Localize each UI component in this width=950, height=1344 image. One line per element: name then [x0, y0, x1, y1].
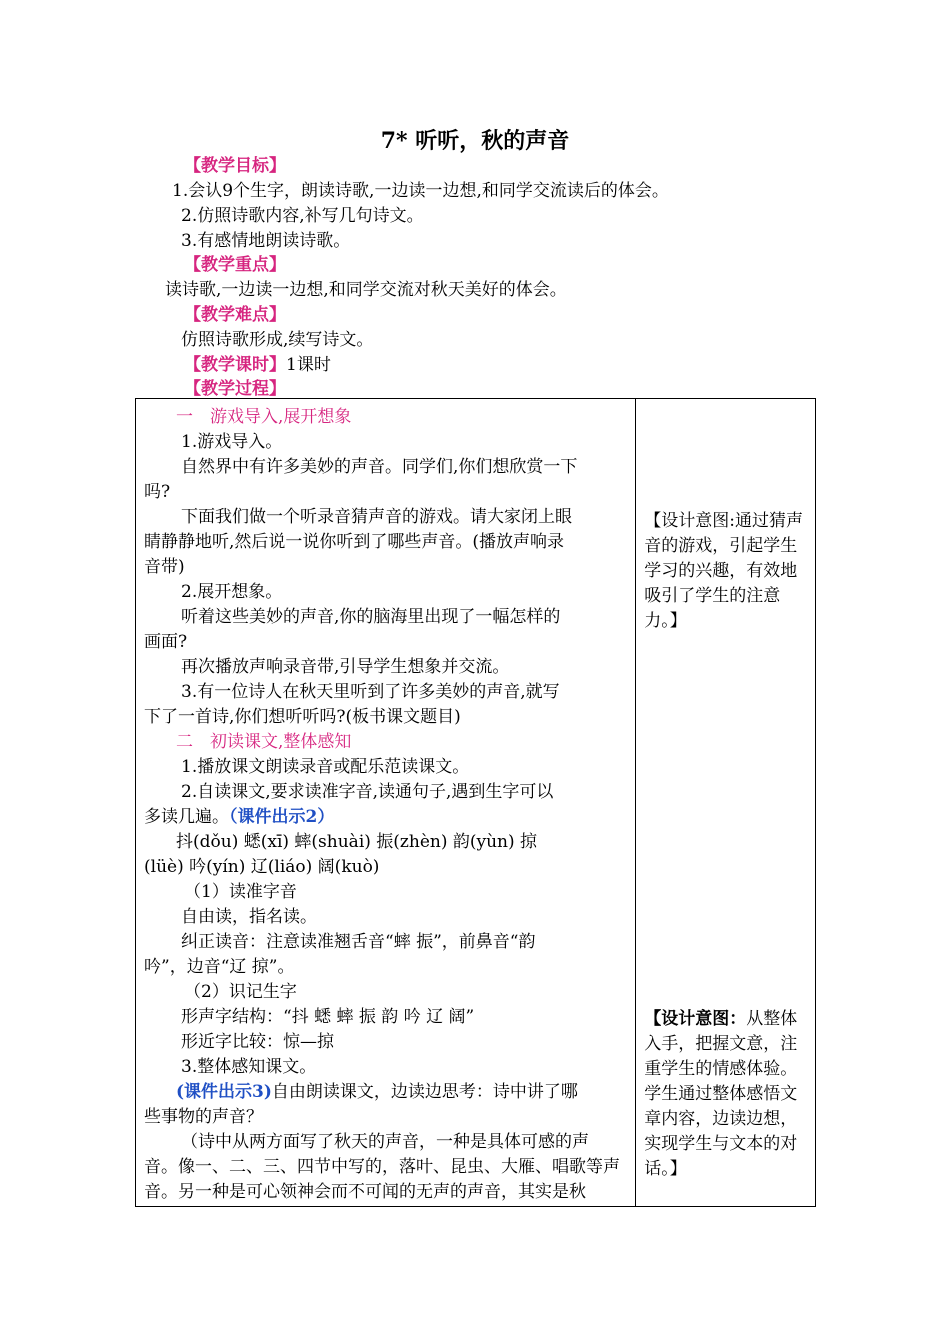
- design-note: [644, 1007, 810, 1182]
- text-line: 下面我们做一个听录音猜声音的游戏。请大家闭上眼: [181, 507, 572, 527]
- text-line: [144, 802, 334, 827]
- pinyin-line: 抖(dǒu) 蟋(xī) 蟀(shuài) 振(zhèn) 韵(yùn) 掠: [176, 832, 538, 852]
- text-fragment: 自由朗读课文，边读边思考：诗中讲了哪: [271, 1082, 578, 1102]
- key-points-text: 读诗歌,一边读一边想,和同学交流对秋天美好的体会。: [165, 280, 567, 300]
- text-line: 形声字结构：“抖 蟋 蟀 振 韵 吟 辽 阔”: [181, 1007, 475, 1027]
- text-line: （2）识记生字: [184, 982, 297, 1002]
- text-line: 听着这些美妙的声音,你的脑海里出现了一幅怎样的: [181, 607, 561, 627]
- text-line: 1.游戏导入。: [181, 432, 283, 452]
- text-line: 音带): [144, 557, 185, 577]
- text-line: 吗?: [144, 482, 171, 502]
- text-line: 睛静静地听,然后说一说你听到了哪些声音。(播放声响录: [144, 532, 565, 552]
- hours-text: 1课时: [286, 355, 331, 375]
- process-table: [135, 398, 816, 1207]
- text-line: 自然界中有许多美妙的声音。同学们,你们想欣赏一下: [181, 457, 578, 477]
- courseware-ref: （课件出示2）: [229, 807, 335, 827]
- text-line: 3.有一位诗人在秋天里听到了许多美妙的声音,就写: [181, 682, 560, 702]
- courseware-ref: (课件出示3): [176, 1082, 272, 1102]
- text-line: 音。像一、二、三、四节中写的，落叶、昆虫、大雁、唱歌等声: [144, 1157, 620, 1177]
- text-line: 吟”，边音“辽 掠”。: [144, 957, 295, 977]
- design-note: [644, 509, 810, 634]
- text-line: 些事物的声音？: [144, 1107, 263, 1127]
- difficulties-text: 仿照诗歌形成,续写诗文。: [181, 330, 374, 350]
- difficulties-header: 【教学难点】: [184, 305, 286, 325]
- key-points-header: 【教学重点】: [184, 255, 286, 275]
- text-fragment: 多读几遍。: [144, 807, 229, 827]
- objective-item: 1.会认9个生字，朗读诗歌,一边读一边想,和同学交流读后的体会。: [172, 181, 669, 201]
- text-line: 下了一首诗,你们想听听吗?(板书课文题目): [144, 707, 461, 727]
- page-title: 7* 听听，秋的声音: [380, 128, 570, 154]
- objectives-header: 【教学目标】: [184, 156, 286, 176]
- design-note-text: 从整体入手，把握文意，注重学生的情感体验。学生通过整体感悟文章内容，边读边想，实现学生与文本的对话。】: [644, 1009, 798, 1179]
- text-line: 再次播放声响录音带,引导学生想象并交流。: [181, 657, 510, 677]
- text-line: 纠正读音：注意读准翘舌音“蟀 振”，前鼻音“韵: [181, 932, 536, 952]
- process-header: 【教学过程】: [184, 379, 286, 399]
- text-line: （诗中从两方面写了秋天的声音，一种是具体可感的声: [181, 1132, 589, 1152]
- design-note-label: 【设计意图：: [644, 1009, 747, 1029]
- text-line: 2.自读课文,要求读准字音,读通句子,遇到生字可以: [181, 782, 554, 802]
- text-line: 2.展开想象。: [181, 582, 283, 602]
- hours-header: 【教学课时】: [184, 355, 286, 375]
- objective-item: 3.有感情地朗读诗歌。: [181, 231, 351, 251]
- text-line: 3.整体感知课文。: [181, 1057, 317, 1077]
- text-line: 形近字比较：惊—掠: [181, 1032, 334, 1052]
- text-line: 音。另一种是可心领神会而不可闻的无声的声音，其实是秋: [144, 1182, 586, 1202]
- text-line: 1.播放课文朗读录音或配乐范读课文。: [181, 757, 470, 777]
- design-note-label: 【设计意图:: [644, 511, 735, 531]
- text-line: 自由读，指名读。: [181, 907, 317, 927]
- section-heading: 二 初读课文,整体感知: [176, 732, 352, 752]
- text-line: （1）读准字音: [184, 882, 297, 902]
- hours-line: [184, 350, 331, 375]
- objective-item: 2.仿照诗歌内容,补写几句诗文。: [181, 206, 424, 226]
- design-note-text: 通过猜声音的游戏，引起学生学习的兴趣，有效地吸引了学生的注意力。】: [644, 511, 803, 631]
- section-heading: 一 游戏导入,展开想象: [176, 407, 352, 427]
- text-line: [176, 1077, 578, 1102]
- text-line: 画面?: [144, 632, 188, 652]
- process-content-cell: [136, 399, 636, 1207]
- design-notes-cell: [636, 399, 816, 1207]
- pinyin-line: (lüè) 吟(yín) 辽(liáo) 阔(kuò): [144, 857, 380, 877]
